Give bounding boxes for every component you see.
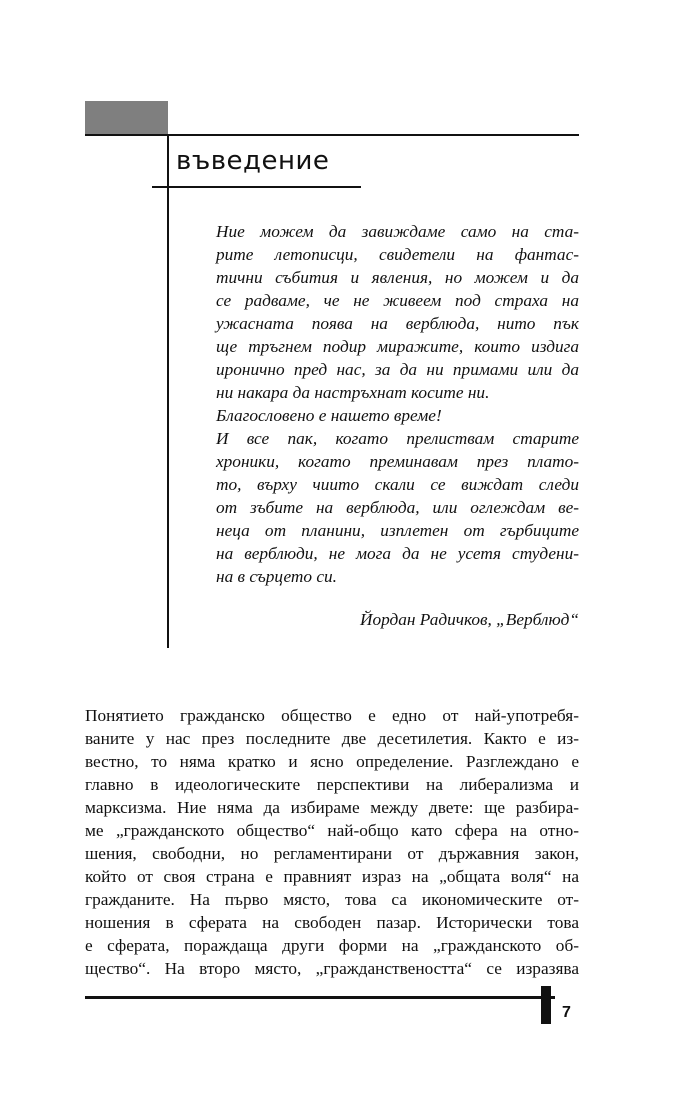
body-paragraph	[85, 704, 579, 980]
body-line: гражданите. На първо място, това са икономическите от-	[85, 890, 579, 909]
body-line: ношения в сферата на свободен пазар. Исторически това	[85, 913, 579, 932]
epigraph-line: ще тръгнем подир миражите, които издига	[216, 337, 579, 356]
page-number-tab	[541, 986, 551, 1024]
epigraph-line: иронично пред нас, за да ни примами или да	[216, 360, 579, 379]
body-line: който от своя страна е правният израз на „общата воля“ на	[85, 867, 579, 886]
chapter-title-underline	[152, 186, 361, 188]
header-top-rule	[85, 134, 579, 136]
body-line: ваните у нас през последните две десетилетия. Както е из-	[85, 729, 579, 748]
epigraph-line: неца от планини, изплетен от гърбиците	[216, 521, 579, 540]
epigraph-line: на верблюди, не мога да не усетя студени-	[216, 544, 579, 563]
epigraph-line: на в сърцето си.	[216, 567, 337, 586]
epigraph-line: то, върху чиито скали се виждат следи	[216, 475, 579, 494]
header-vertical-rule	[167, 134, 169, 648]
body-line: шения, свободни, но регламентирани от държавния закон,	[85, 844, 579, 863]
epigraph-line: хроники, когато преминавам през плато-	[216, 452, 579, 471]
epigraph-line: от зъбите на верблюда, или оглеждам ве-	[216, 498, 579, 517]
body-line: вестно, то няма кратко и ясно определение. Разглеждано е	[85, 752, 579, 771]
epigraph-line: Благословено е нашето време!	[216, 406, 442, 425]
body-line: е сферата, пораждаща други форми на „гражданското об-	[85, 936, 579, 955]
body-line: ме „гражданското общество“ най-общо като сфера на отно-	[85, 821, 579, 840]
footer-rule	[85, 996, 555, 999]
epigraph-attribution: Йордан Радичков, „Верблюд“	[360, 610, 579, 629]
body-line: главно в идеологическите перспективи на либерализма и	[85, 775, 579, 794]
chapter-title: въведение	[176, 146, 330, 176]
epigraph-line: се радваме, че не живеем под страха на	[216, 291, 579, 310]
epigraph-line: тични събития и явления, но можем и да	[216, 268, 579, 287]
epigraph	[216, 220, 579, 588]
epigraph-line: ни накара да настръхнат косите ни.	[216, 383, 490, 402]
epigraph-line: Ние можем да завиждаме само на ста-	[216, 222, 579, 241]
chapter-header-block	[85, 101, 168, 135]
epigraph-line: рите летописци, свидетели на фантас-	[216, 245, 579, 264]
epigraph-line: И все пак, когато прелиствам старите	[216, 429, 579, 448]
epigraph-line: ужасната поява на верблюда, нито пък	[216, 314, 579, 333]
page-number: 7	[562, 1004, 571, 1021]
body-line: марксизма. Ние няма да избираме между двете: ще разбира-	[85, 798, 579, 817]
body-line: щество“. На второ място, „гражданствеността“ се изразява	[85, 959, 579, 978]
body-line: Понятието гражданско общество е едно от най-употребя-	[85, 706, 579, 725]
